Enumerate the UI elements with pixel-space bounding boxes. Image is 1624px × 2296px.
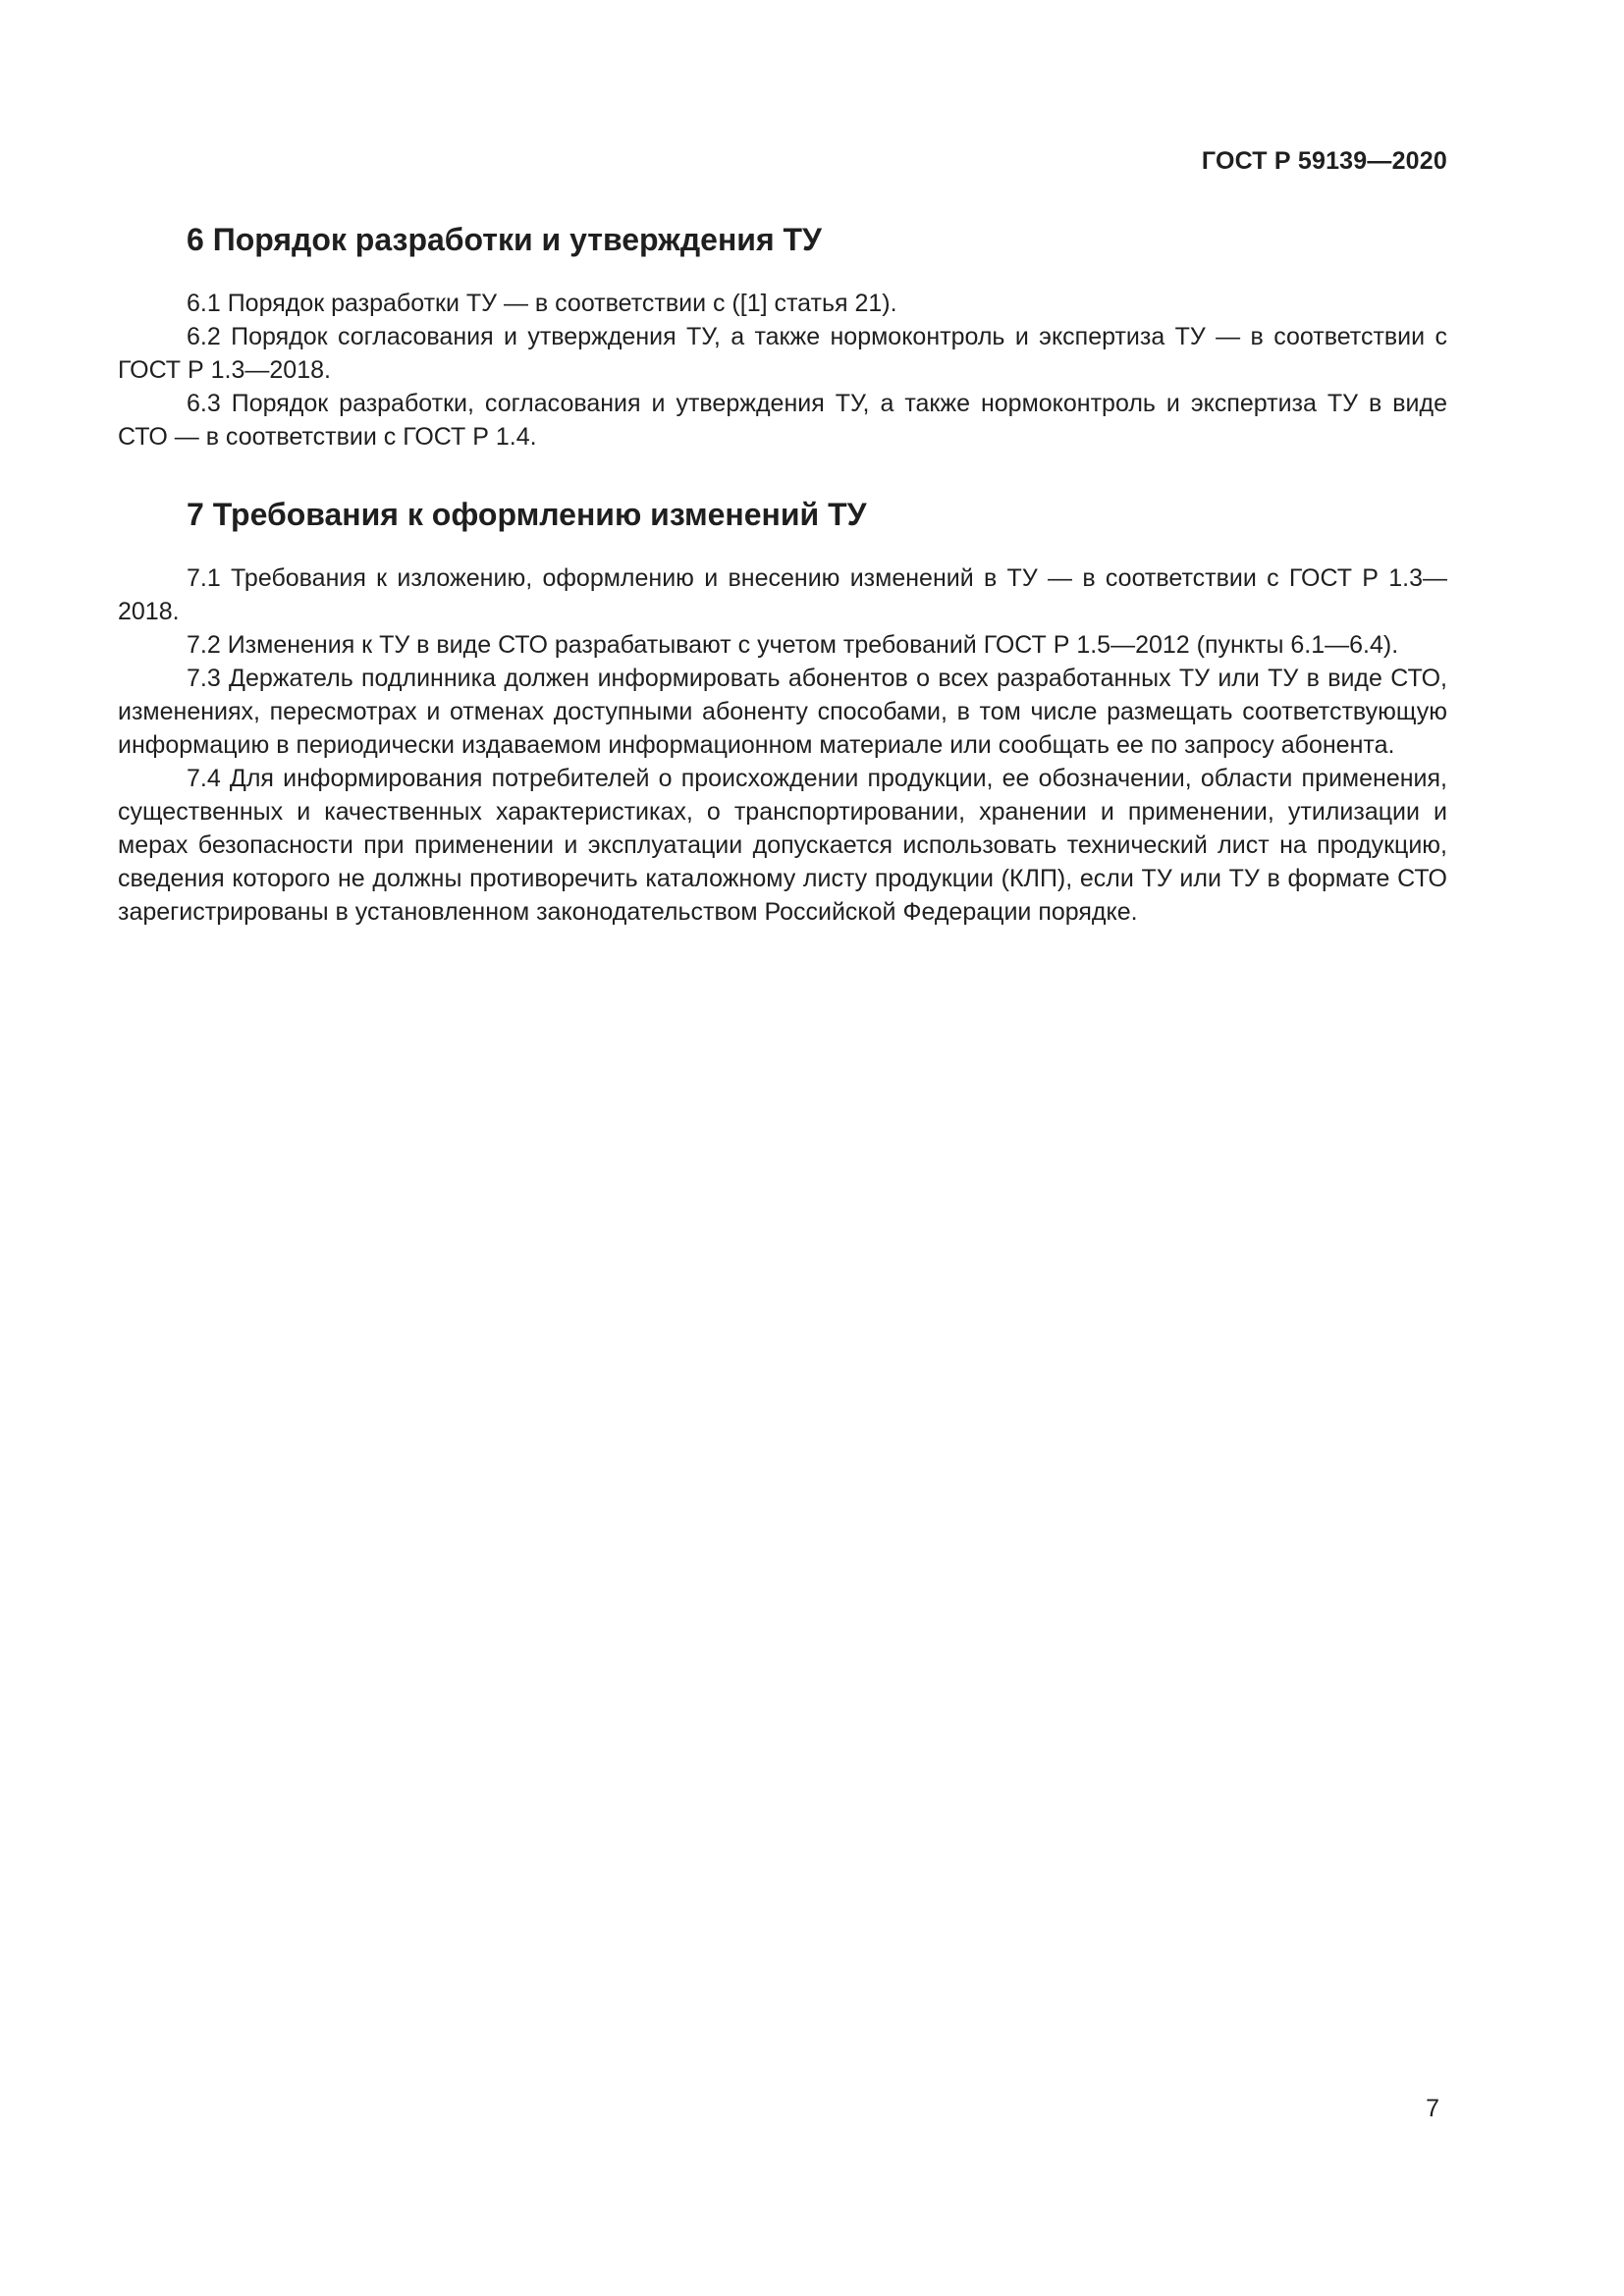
page-number: 7: [1426, 2095, 1439, 2122]
section-7: [118, 493, 1447, 929]
clause-7-1: 7.1 Требования к изложению, оформлению и внесению изменений в ТУ — в соответствии с ГОСТ Р 1.3—2018.: [118, 564, 1447, 625]
clause-7-4: 7.4 Для информирования потребителей о происхождении продукции, ее обозначении, области применения, существенных и качественных характеристиках, о транспортировании, хранении и применении, утилизации и мерах безопасности при применении и эксплуатации допускается использовать технический лист на продукцию, сведения которого не должны противоречить каталожному листу продукции (КЛП), если ТУ или ТУ в формате СТО зарегистрированы в установленном законодательством Российской Федерации порядке.: [118, 765, 1447, 926]
clause-7-3: 7.3 Держатель подлинника должен информировать абонентов о всех разработанных ТУ или ТУ в виде СТО, изменениях, пересмотрах и отменах доступными абоненту способами, в том числе размещать соответствующую информацию в периодически издаваемом информационном материале или сообщать ее по запросу абонента.: [118, 665, 1447, 759]
clause-6-1: 6.1 Порядок разработки ТУ — в соответствии с ([1] статья 21).: [187, 290, 897, 317]
section-clauses: [118, 561, 1447, 929]
section-heading: 6 Порядок разработки и утверждения ТУ: [187, 222, 822, 257]
clause-7-2: 7.2 Изменения к ТУ в виде СТО разрабатывают с учетом требований ГОСТ Р 1.5—2012 (пункты 6.1—6.4).: [187, 631, 1399, 659]
document-designation: ГОСТ Р 59139—2020: [1201, 147, 1447, 175]
section-heading: 7 Требования к оформлению изменений ТУ: [187, 497, 867, 532]
clause-6-2: 6.2 Порядок согласования и утверждения ТУ, а также нормоконтроль и экспертиза ТУ — в соответствии с ГОСТ Р 1.3—2018.: [118, 323, 1447, 384]
section-clauses: [118, 287, 1447, 454]
clause-6-3: 6.3 Порядок разработки, согласования и утверждения ТУ, а также нормоконтроль и экспертиза ТУ в виде СТО — в соответствии с ГОСТ Р 1.4.: [118, 390, 1447, 451]
section-6: [118, 218, 1447, 454]
document-body: [118, 218, 1447, 929]
